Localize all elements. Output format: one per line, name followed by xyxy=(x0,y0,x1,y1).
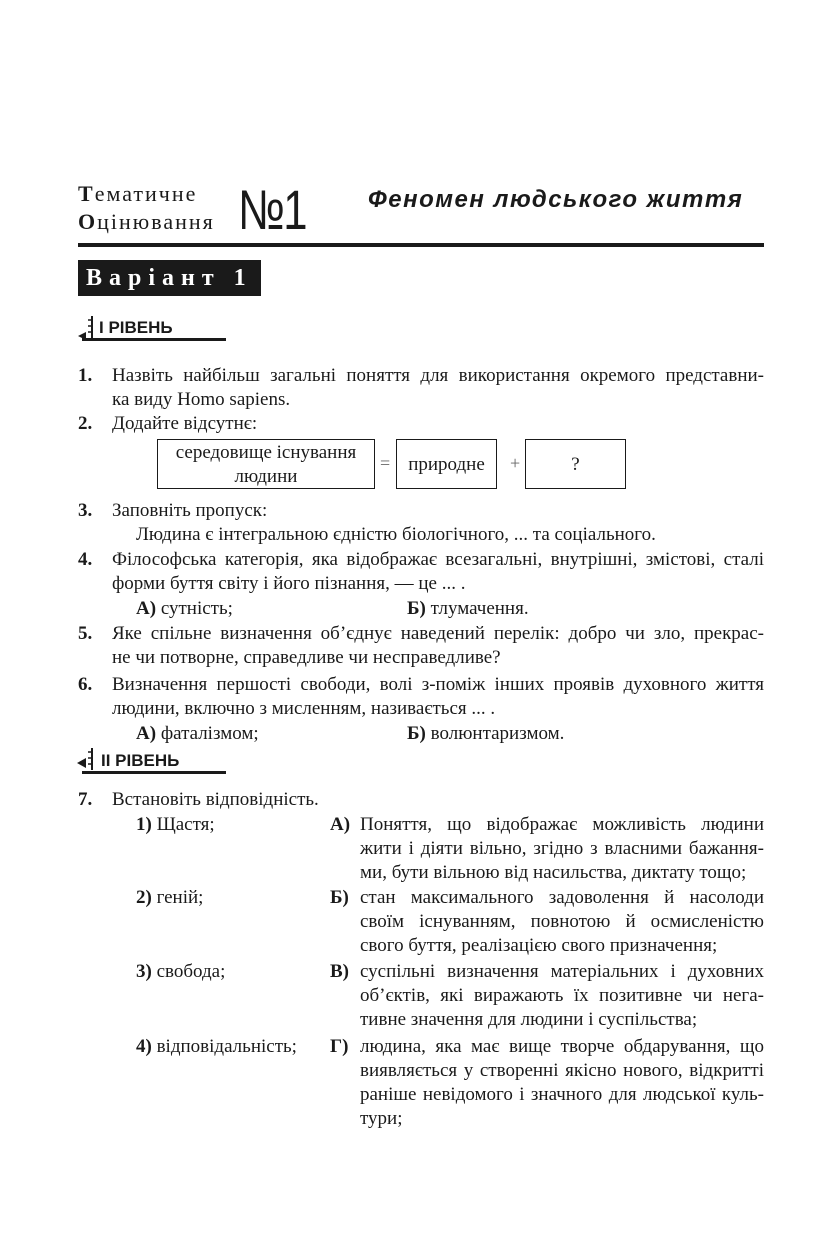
q7-left-1: 1) Щастя; xyxy=(136,814,215,835)
q2-plus: + xyxy=(510,453,521,473)
q2-number: 2. xyxy=(78,413,93,434)
q3-number: 3. xyxy=(78,500,93,521)
q4-option-b: Б) тлумачення. xyxy=(407,598,529,619)
q7-left-3: 3) свобода; xyxy=(136,961,226,982)
level2-heading: ІІ РІВЕНЬ xyxy=(101,751,180,770)
q7-number: 7. xyxy=(78,789,93,810)
q7-right-d: людина, яка має вище творче обдарування, що виявляється у створенні якісно нового, відкритті раніше невідомого і значного для людської куль- тури; xyxy=(360,1036,764,1129)
level1-heading: І РІВЕНЬ xyxy=(99,318,173,337)
q2-box-natural: природне xyxy=(396,439,497,489)
level1-underline xyxy=(82,338,226,341)
q7-text: Встановіть відповідність. xyxy=(112,789,319,810)
q6-option-b: Б) волюнтаризмом. xyxy=(407,723,565,744)
q7-right-b: стан максимального задоволення й насолоди своїм існуванням, повнотою й осмисленістю свого буття, реалізацією свого призначення; xyxy=(360,887,764,956)
q7-right-a-letter: А) xyxy=(330,814,351,835)
header-label-line1: Тематичне xyxy=(78,181,198,206)
header-title: Феномен людського життя xyxy=(368,186,744,213)
q7-right-c: суспільні визначення матеріальних і духовних об’єктів, які виражають їх позитивне чи нега- тивне значення для людини і суспільства; xyxy=(360,961,764,1030)
q7-right-b-letter: Б) xyxy=(330,887,349,908)
q4-text: Філософська категорія, яка відображає всезагальні, внутрішні, змістові, сталі форми буття світу і його пізнання, — це ... . xyxy=(112,549,764,594)
q7-right-a: Поняття, що відображає можливість людини жити і діяти вільно, згідно з власними бажання- ми, бути вільною від насильства, диктату тощо; xyxy=(360,814,764,883)
q2-box-habitat: середовище існування людини xyxy=(157,439,375,489)
variant-badge: Варіант 1 xyxy=(78,260,261,296)
q5-number: 5. xyxy=(78,623,93,644)
level2-underline xyxy=(82,771,226,774)
header-number: №1 xyxy=(238,178,307,241)
q6-text: Визначення першості свободи, волі з-поміж інших проявів духовного життя людини, включно з мисленням, називається ... . xyxy=(112,674,764,719)
q7-right-c-letter: В) xyxy=(330,961,349,982)
q1-number: 1. xyxy=(78,365,93,386)
q7-left-2: 2) геній; xyxy=(136,887,204,908)
header-label-line2: Оцінювання xyxy=(78,209,215,234)
q2-text: Додайте відсутнє: xyxy=(112,413,258,434)
level2-arrow-icon xyxy=(76,746,98,774)
q2-equals: = xyxy=(380,453,391,473)
q7-left-4: 4) відповідальність; xyxy=(136,1036,297,1057)
q4-option-a: А) сутність; xyxy=(136,598,233,619)
q2-box-missing: ? xyxy=(525,439,626,489)
q7-right-d-letter: Г) xyxy=(330,1036,349,1057)
q4-number: 4. xyxy=(78,549,93,570)
q1-text: Назвіть найбільш загальні поняття для використання окремого представни- ка виду Homo sapiens. xyxy=(112,365,764,410)
q6-number: 6. xyxy=(78,674,93,695)
q5-text: Яке спільне визначення об’єднує наведений перелік: добро чи зло, прекрас- не чи потворне, справедливе чи несправедливе? xyxy=(112,623,764,668)
header-rule xyxy=(78,243,764,247)
q3-sentence: Людина є інтегральною єдністю біологічного, ... та соціального. xyxy=(136,524,656,545)
q6-option-a: А) фаталізмом; xyxy=(136,723,259,744)
q3-text: Заповніть пропуск: xyxy=(112,500,268,521)
